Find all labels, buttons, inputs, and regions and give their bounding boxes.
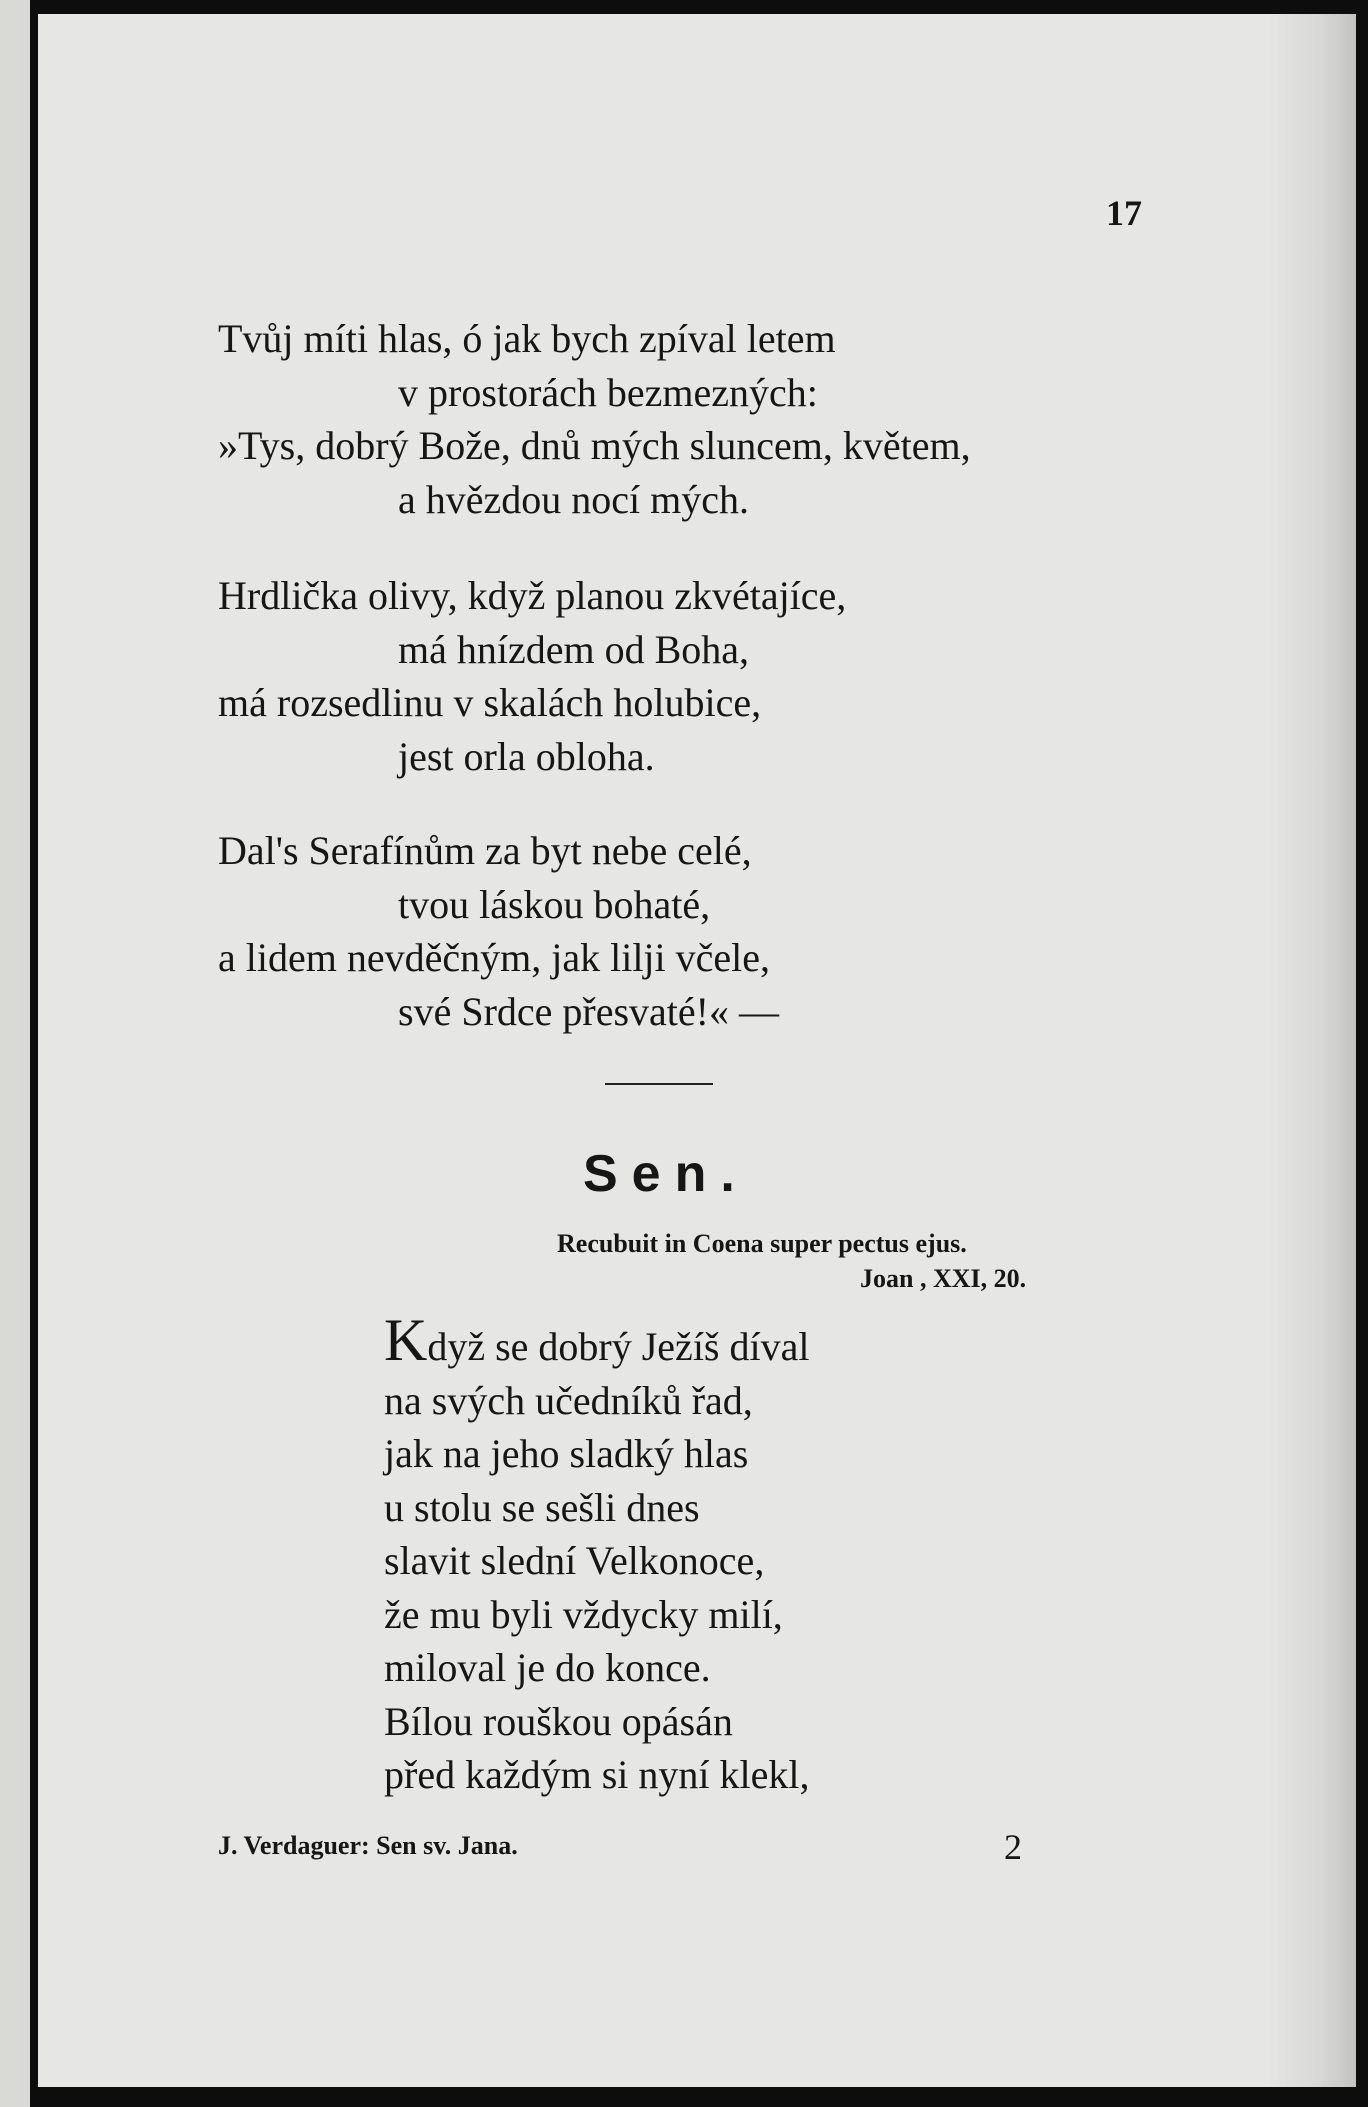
gutter-shadow <box>30 14 38 2087</box>
left-page-edge <box>0 0 30 2107</box>
epigraph-text: Recubuit in Coena super pectus ejus. <box>557 1229 967 1258</box>
verse-line: Tvůj míti hlas, ó jak bych zpíval letem <box>218 316 836 361</box>
verse-line: miloval je do konce. <box>384 1645 711 1690</box>
verse-line: tvou láskou bohaté, <box>398 881 711 927</box>
poem-body <box>384 1307 810 1802</box>
stanza-1 <box>218 312 971 526</box>
initial-letter: K <box>384 1307 428 1373</box>
book-page <box>38 14 1356 2087</box>
verse-line: jest orla obloha. <box>398 733 655 779</box>
verse-line: Bílou rouškou opásán <box>384 1698 733 1744</box>
verse-line-first <box>384 1307 810 1374</box>
page-number: 17 <box>1106 193 1142 233</box>
verse-line: že mu byli vždycky milí, <box>384 1591 783 1637</box>
verse-line: v prostorách bezmezných: <box>398 369 818 415</box>
verse-line: před každým si nyní klekl, <box>384 1752 810 1797</box>
epigraph-source: Joan , XXI, 20. <box>860 1264 1027 1293</box>
verse-line: Hrdlička olivy, když planou zkvétajíce, <box>218 573 847 618</box>
verse-line: má rozsedlinu v skalách holubice, <box>218 680 762 725</box>
verse-line: a lidem nevděčným, jak lilji včele, <box>218 935 771 980</box>
verse-line: »Tys, dobrý Bože, dnů mých sluncem, květem, <box>218 423 971 468</box>
verse-line: jak na jeho sladký hlas <box>384 1431 749 1476</box>
verse-line: slavit slední Velkonoce, <box>384 1538 765 1583</box>
stanza-3 <box>218 824 779 1038</box>
verse-line: má hnízdem od Boha, <box>398 626 750 672</box>
section-title: Sen. <box>583 1145 749 1203</box>
footer-signature: J. Verdaguer: Sen sv. Jana. <box>218 1831 518 1860</box>
verse-line: Dal's Serafínům za byt nebe celé, <box>218 828 752 873</box>
first-line-text: dyž se dobrý Ježíš díval <box>427 1324 810 1369</box>
sheet-number: 2 <box>1004 1827 1022 1867</box>
stanza-2 <box>218 569 846 783</box>
verse-line: a hvězdou nocí mých. <box>398 476 749 522</box>
verse-line: u stolu se sešli dnes <box>384 1484 700 1530</box>
section-divider <box>605 1083 713 1085</box>
verse-line: své Srdce přesvaté!« — <box>398 988 779 1034</box>
verse-line: na svých učedníků řad, <box>384 1377 753 1423</box>
